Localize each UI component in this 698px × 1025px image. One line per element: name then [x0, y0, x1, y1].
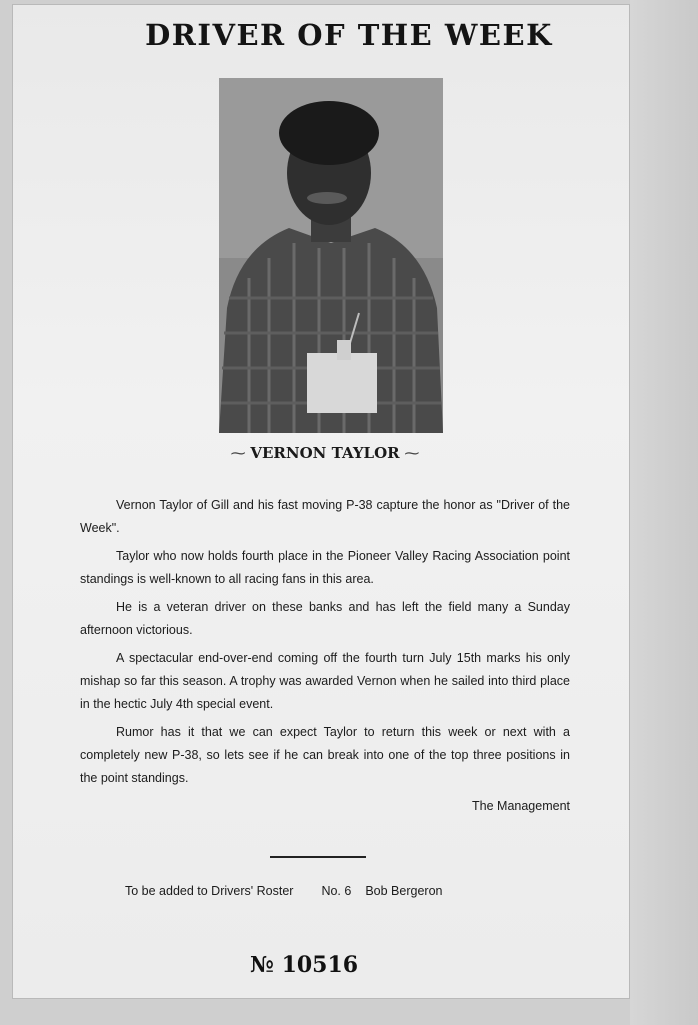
roster-label: To be added to Drivers' Roster	[125, 884, 294, 898]
roster-line	[125, 884, 470, 898]
background-margin	[630, 0, 698, 1025]
paragraph: Rumor has it that we can expect Taylor to return this week or next with a completely new P-38, so lets see if he can break into one of the top three positions in the point standings.	[80, 725, 570, 785]
caption-ornament-right: ⁓	[399, 444, 420, 462]
driver-photo-image	[219, 78, 443, 433]
paragraph: Taylor who now holds fourth place in the Pioneer Valley Racing Association point standings is well-known to all racing fans in this area.	[80, 549, 570, 586]
article-body	[80, 494, 570, 818]
driver-photo	[219, 78, 443, 433]
divider	[270, 856, 366, 858]
serial-number: № 10516	[250, 952, 359, 978]
photo-caption	[0, 444, 650, 462]
caption-text: VERNON TAYLOR	[250, 444, 400, 462]
signature: The Management	[472, 799, 570, 813]
paragraph: He is a veteran driver on these banks and has left the field many a Sunday afternoon victorious.	[80, 600, 570, 637]
caption-ornament-left: ⁓	[230, 444, 251, 462]
roster-name: Bob Bergeron	[365, 884, 443, 898]
paragraph: A spectacular end-over-end coming off the fourth turn July 15th marks his only mishap so far this season. A trophy was awarded Vernon when he sailed into third place in the hectic July 4th special event.	[80, 651, 570, 711]
roster-number: No. 6	[321, 884, 352, 898]
paragraph: Vernon Taylor of Gill and his fast moving P-38 capture the honor as "Driver of the Week".	[80, 498, 570, 535]
page-title: DRIVER OF THE WEEK	[145, 18, 553, 52]
